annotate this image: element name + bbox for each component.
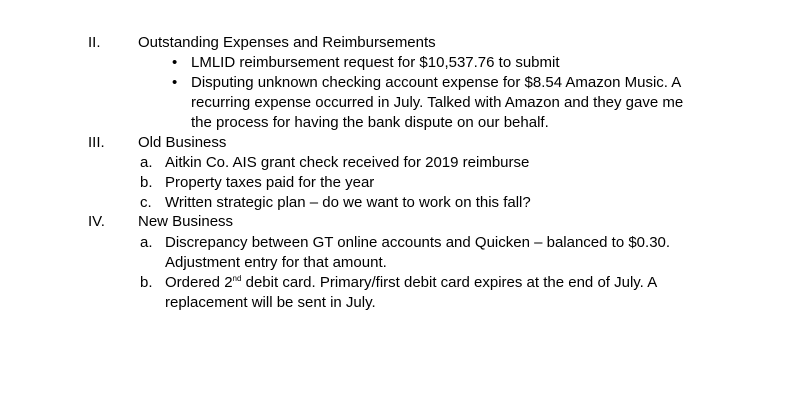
section-number: III. xyxy=(88,134,105,151)
item-text: Aitkin Co. AIS grant check received for 2019 reimburse xyxy=(165,154,530,171)
item-text: Property taxes paid for the year xyxy=(165,174,375,191)
item-text: the process for having the bank dispute on our behalf. xyxy=(191,114,549,131)
item-text-part: Ordered 2 xyxy=(165,274,233,291)
item-marker: b. xyxy=(140,274,153,291)
bullet-marker: • xyxy=(172,54,178,71)
item-text: replacement will be sent in July. xyxy=(165,294,376,311)
item-marker: b. xyxy=(140,174,153,191)
item-text-part: debit card. Primary/first debit card expires at the end of July. A xyxy=(241,274,658,291)
bullet-marker: • xyxy=(172,74,178,91)
ordinal-suffix: nd xyxy=(232,274,242,283)
section-number: II. xyxy=(88,34,101,51)
item-text: Discrepancy between GT online accounts and Quicken – balanced to $0.30. xyxy=(165,234,671,251)
item-text xyxy=(165,273,725,293)
section-number: IV. xyxy=(88,213,105,230)
item-text: LMLID reimbursement request for $10,537.76 to submit xyxy=(191,54,560,71)
item-text: Written strategic plan – do we want to work on this fall? xyxy=(165,194,531,211)
section-title: Old Business xyxy=(138,134,227,151)
item-marker: a. xyxy=(140,154,153,171)
item-text: recurring expense occurred in July. Talked with Amazon and they gave me xyxy=(191,94,684,111)
item-text: Disputing unknown checking account expense for $8.54 Amazon Music. A xyxy=(191,74,682,91)
section-title: Outstanding Expenses and Reimbursements xyxy=(138,34,436,51)
item-text: Adjustment entry for that amount. xyxy=(165,254,387,271)
section-title: New Business xyxy=(138,213,234,230)
item-marker: c. xyxy=(140,194,152,211)
item-marker: a. xyxy=(140,234,153,251)
